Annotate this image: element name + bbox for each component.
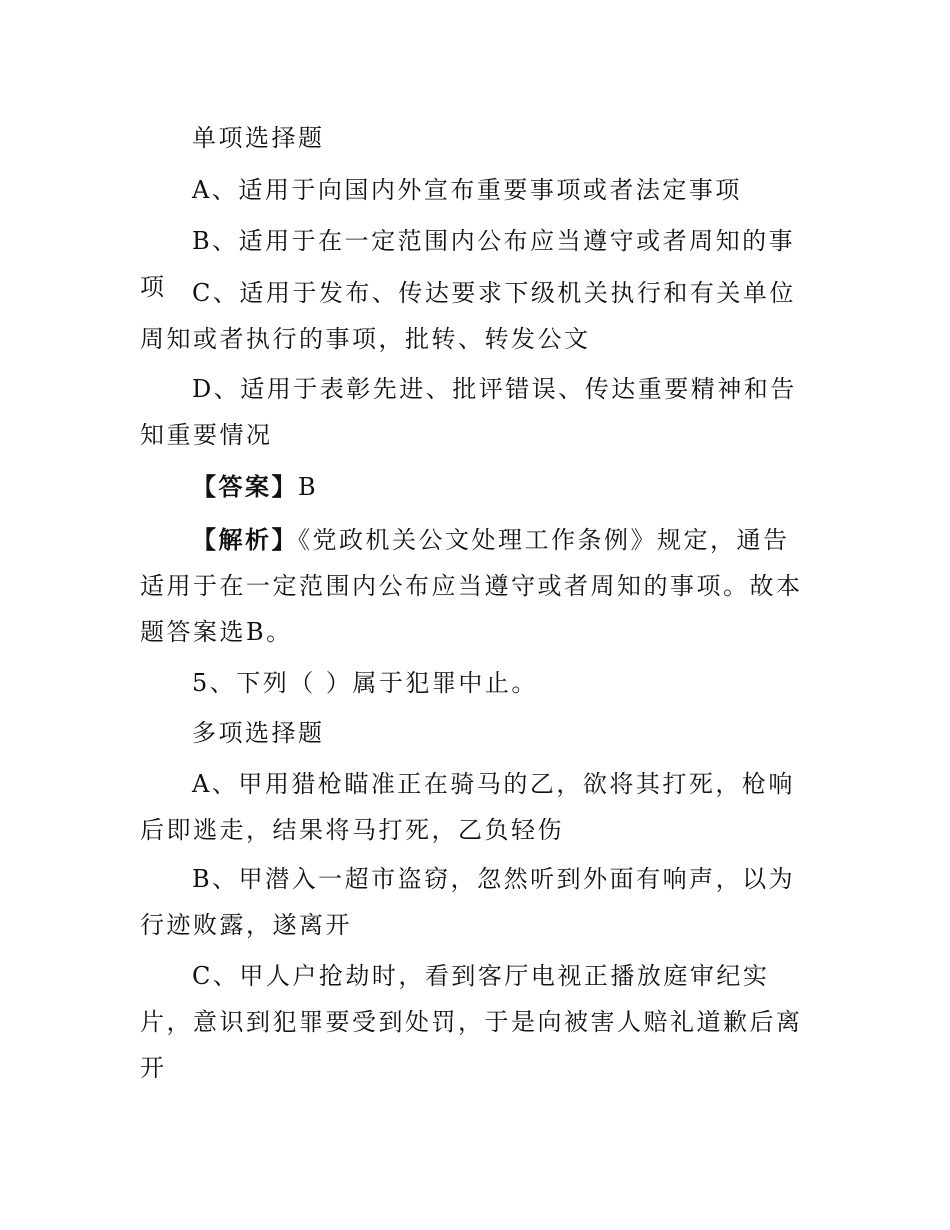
option-d: D、适用于表彰先进、批评错误、传达重要精神和告知重要情况 xyxy=(140,375,797,449)
answer-value: B xyxy=(298,473,319,501)
q5-option-c: C、甲人户抢劫时，看到客厅电视正播放庭审纪实片，意识到犯罪要受到处罚，于是向被害人赔礼道歉后离开 xyxy=(140,962,803,1082)
q5-option-b: B、甲潜入一超市盗窃，忽然听到外面有响声，以为行迹败露，遂离开 xyxy=(140,865,796,939)
analysis-text: 《党政机关公文处理工作条例》规定，通告适用于在一定范围内公布应当遵守或者周知的事项。故本题答案选B。 xyxy=(140,526,803,646)
option-a: A、适用于向国内外宣布重要事项或者法定事项 xyxy=(192,176,742,204)
question-type-multiple: 多项选择题 xyxy=(192,719,325,747)
option-c: C、适用于发布、传达要求下级机关执行和有关单位周知或者执行的事项，批转、转发公文 xyxy=(140,279,796,353)
option-b: B、适用于在一定范围内公布应当遵守或者周知的事项 xyxy=(140,227,796,301)
analysis-paragraph xyxy=(140,517,812,655)
q5-option-a: A、甲用猎枪瞄准正在骑马的乙，欲将其打死，枪响后即逃走，结果将马打死，乙负轻伤 xyxy=(140,770,795,844)
answer-label: 【答案】 xyxy=(192,472,298,501)
question-type-single: 单项选择题 xyxy=(192,124,325,152)
answer-line xyxy=(140,464,812,510)
question-5-stem: 5、下列（ ）属于犯罪中止。 xyxy=(192,669,538,697)
analysis-label: 【解析】 xyxy=(192,525,298,554)
